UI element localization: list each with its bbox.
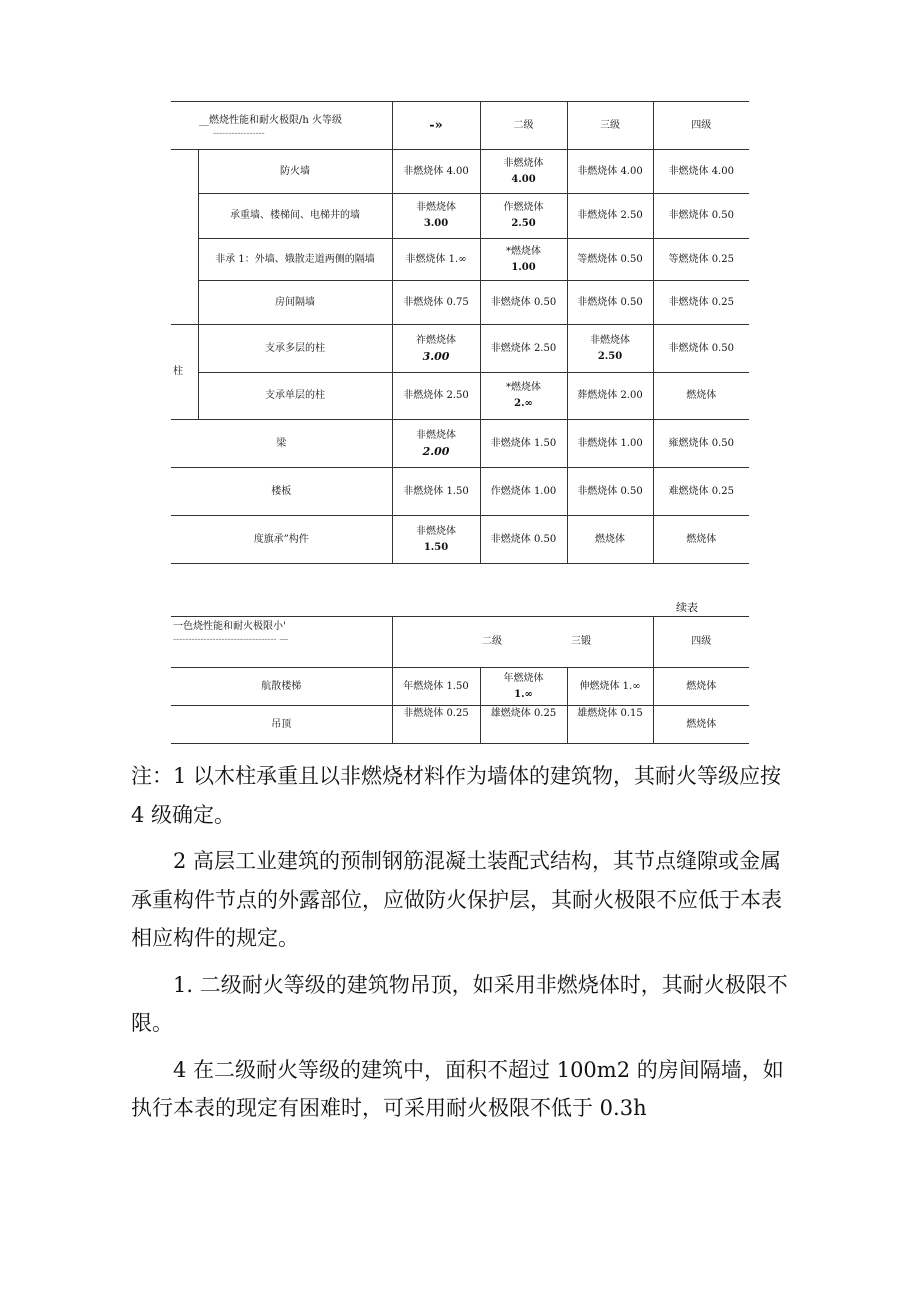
header-corner-dash: -----------------: [213, 128, 265, 139]
value-cell: 非燃烧体 0.25: [392, 706, 480, 744]
header-grade-4: 四级: [653, 617, 749, 668]
value-cell: 燃烧体: [653, 373, 749, 420]
value-cell: 非燃烧体 0.75: [392, 281, 480, 325]
value-cell: 燃烧体: [653, 516, 749, 564]
header-grade-4: 四级: [653, 102, 749, 150]
row-label: 楼板: [171, 468, 392, 516]
row-label: 航散楼梯: [171, 668, 392, 706]
value-cell: 雄燃烧体 0.25: [480, 706, 567, 744]
value-cell: 非燃烧体 2.50: [567, 325, 653, 373]
value-cell: 祚燃烧体 3.00: [392, 325, 480, 373]
header-grade-2: 二级: [480, 102, 567, 150]
table-row: [171, 239, 749, 281]
value-cell: 非燃烧体 2.50: [567, 194, 653, 239]
continued-label: 续表: [676, 601, 698, 614]
value-cell: 燃烧体: [653, 668, 749, 706]
header-corner-label: __燃烧性能和耐火极限/h 火等级: [199, 114, 342, 126]
value-cell: 非燃烧体 0.50: [653, 194, 749, 239]
value-cell: 作燃烧体 2.50: [480, 194, 567, 239]
note-1: 注：1 以木柱承重且以非燃烧材料作为墙体的建筑物，其耐火等级应按 4 级确定。: [131, 764, 782, 827]
value-cell: 雄燃烧体 0.15: [567, 706, 653, 744]
value-cell: 非燃烧体 3.00: [392, 194, 480, 239]
value-cell: *燃烧体 1.00: [480, 239, 567, 281]
table-row: [171, 373, 749, 420]
value-cell: 等燃烧体 0.25: [653, 239, 749, 281]
value-cell: 非燃烧体 1.50: [392, 468, 480, 516]
table-row: [171, 468, 749, 516]
value-cell: 非燃烧体 1.50: [392, 516, 480, 564]
fire-resistance-table-continued: [171, 616, 749, 744]
header-grade-3: 三锻: [567, 617, 653, 668]
value-cell: 难燃烧体 0.25: [653, 468, 749, 516]
table-row: [171, 706, 749, 744]
value-cell: 燃烧体: [567, 516, 653, 564]
value-cell: 作燃烧体 1.00: [480, 468, 567, 516]
notes-section: [131, 757, 791, 1136]
table-header-row: [171, 102, 749, 150]
value-cell: 非燃烧体 0.50: [480, 281, 567, 325]
value-cell: 非燃烧体 4.00: [392, 150, 480, 194]
row-label: 非承 1：外墙、娥散走道两侧的隔墙: [198, 239, 392, 281]
header-grade-1: -»: [392, 102, 480, 150]
table-row: [171, 194, 749, 239]
note-3: 1. 二级耐火等级的建筑物吊顶，如采用非燃烧体时，其耐火极限不限。: [131, 972, 788, 1035]
column-group-cell: 柱: [171, 325, 198, 420]
value-cell: 非燃烧体 4.00: [653, 150, 749, 194]
row-label: 吊顶: [171, 706, 392, 744]
value-cell: 年燃烧体 1.∞: [480, 668, 567, 706]
row-label: 支承单层的柱: [198, 373, 392, 420]
value-cell: 燃烧体: [653, 706, 749, 744]
value-cell: 非燃烧体 2.50: [480, 325, 567, 373]
row-label: 梁: [171, 420, 392, 468]
value-cell: 非燃烧体 2.00: [392, 420, 480, 468]
row-label: 房间隔墙: [198, 281, 392, 325]
value-cell: 雍燃烧体 0.50: [653, 420, 749, 468]
table-row: [171, 325, 749, 373]
fire-resistance-table: [171, 101, 749, 564]
header-corner-dash: ---------------------------------- —: [173, 635, 289, 645]
table-row: [171, 281, 749, 325]
row-label: 防火墙: [198, 150, 392, 194]
table-row: [171, 516, 749, 564]
value-cell: 葬燃烧体 2.00: [567, 373, 653, 420]
value-cell: 等燃烧体 0.50: [567, 239, 653, 281]
wall-group-cell: [171, 150, 198, 325]
value-cell: 非燃烧体 0.50: [480, 516, 567, 564]
header-corner-cell: [171, 102, 392, 150]
table-row: [171, 150, 749, 194]
value-cell: 非燃烧体 0.50: [567, 468, 653, 516]
value-cell: 非燃烧体 4.00: [480, 150, 567, 194]
value-cell: 伸燃烧体 1.∞: [567, 668, 653, 706]
value-cell: 非燃烧体 0.50: [653, 325, 749, 373]
note-2: 2 高层工业建筑的预制钢筋混凝土装配式结构，其节点缝隙或金属承重构件节点的外露部位，应做防火保护层，其耐火极限不应低于本表相应构件的规定。: [131, 849, 782, 950]
note-4: 4 在二级耐火等级的建筑中，面积不超过 100m2 的房间隔墙，如执行本表的现定有困难时，可采用耐火极限不低于 0.3h: [131, 1057, 784, 1120]
value-cell: 非燃烧体 0.25: [653, 281, 749, 325]
value-cell: 非燃烧体 0.50: [567, 281, 653, 325]
value-cell: 年燃烧体 1.50: [392, 668, 480, 706]
value-cell: *燃烧体 2.∞: [480, 373, 567, 420]
row-label: 度旗承”构件: [171, 516, 392, 564]
value-cell: 非燃烧体 4.00: [567, 150, 653, 194]
row-label: 支承多层的柱: [198, 325, 392, 373]
header-grade-3: 三级: [567, 102, 653, 150]
header-grade-2: 二级: [480, 617, 567, 668]
value-cell: 非燃烧体 1.00: [567, 420, 653, 468]
row-label: 承重墙、楼梯间、电梯井的墙: [198, 194, 392, 239]
table-row: [171, 420, 749, 468]
header-corner-label: 一色烧性能和耐火极限小': [173, 621, 286, 632]
header-corner-cell: [171, 617, 392, 668]
table-row: [171, 668, 749, 706]
value-cell: 非燃烧体 1.50: [480, 420, 567, 468]
value-cell: 非燃烧体 2.50: [392, 373, 480, 420]
table-header-row: [171, 617, 749, 668]
header-grade-1: [392, 617, 480, 668]
value-cell: 非燃烧体 1.∞: [392, 239, 480, 281]
